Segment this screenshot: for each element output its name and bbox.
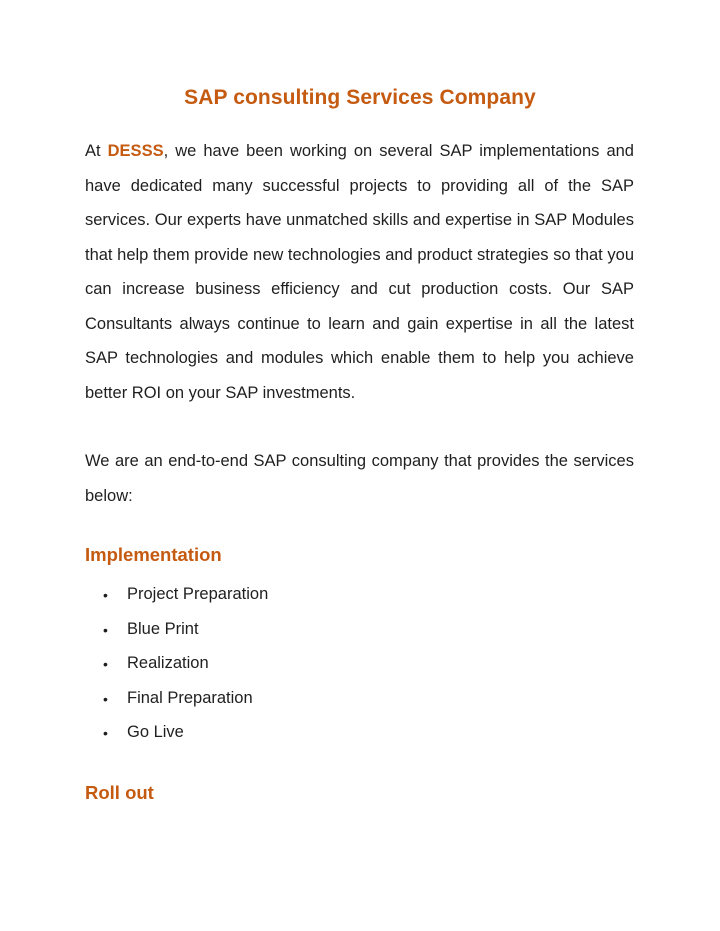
bullet-icon: • [103,587,108,603]
bullet-icon: • [103,690,108,707]
list-item [85,577,268,612]
list-item-label: Realization [127,654,209,672]
intro-prefix: At [85,142,108,160]
implementation-list [85,577,268,750]
list-item-label: Project Preparation [127,585,269,603]
list-item [85,715,268,750]
services-intro-paragraph: We are an end-to-end SAP consulting company that provides the services below: [85,452,634,505]
page-title: SAP consulting Services Company [184,86,536,109]
list-item [85,646,268,681]
bullet-icon: • [103,621,108,638]
intro-text: , we have been working on several SAP implementations and have dedicated many successful projects to providing all of the SAP services. Our experts have unmatched skills and expertise in SAP Modules that help them provide new technologies and product strategies so that you can increase business efficiency and cut production costs. Our SAP Consultants always continue to learn and gain expertise in all the latest SAP technologies and modules which enable them to help you achieve better ROI on your SAP investments. [85,142,634,402]
section-heading-implementation: Implementation [85,544,222,565]
list-item-label: Blue Print [127,619,199,638]
list-item-label: Go Live [127,723,184,741]
brand-name: DESSS [107,142,164,160]
section-heading-roll-out: Roll out [85,782,154,803]
bullet-icon: • [103,656,108,672]
list-item [85,612,268,647]
bullet-icon: • [103,725,108,741]
intro-paragraph [85,134,634,410]
list-item [85,681,268,716]
list-item-label: Final Preparation [127,688,253,707]
